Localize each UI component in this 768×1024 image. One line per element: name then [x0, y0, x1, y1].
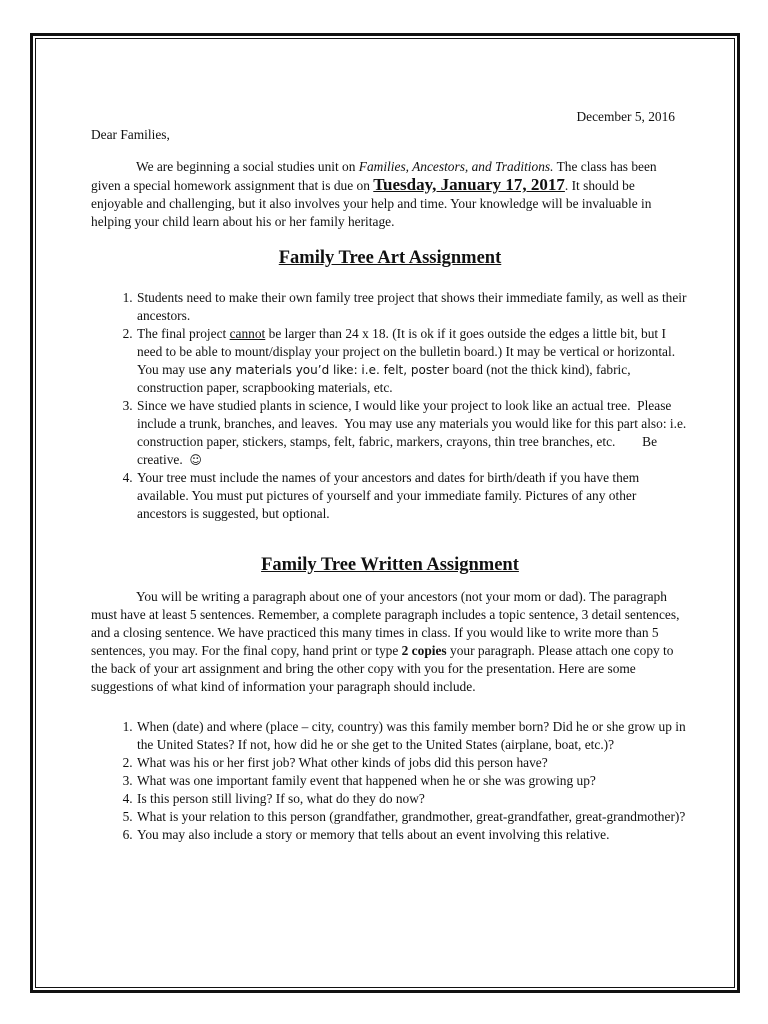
written-assignment-heading: Family Tree Written Assignment — [261, 555, 519, 575]
list-item: 4. Is this person still living? If so, what do they do now? — [136, 790, 689, 808]
list-item-text: be larger than 24 x 18. (It is ok if it goes outside the edges a little bit, but I need to be able to mount/display your project on the bulletin board.) It may be vertical or horizontal. You may use — [137, 326, 676, 377]
list-item: 2. What was his or her first job? What other kinds of jobs did this person have? — [136, 754, 689, 772]
list-item — [136, 397, 689, 469]
letter-date: December 5, 2016 — [576, 109, 675, 124]
art-assignment-heading: Family Tree Art Assignment — [278, 248, 502, 268]
list-item-text: any materials you’d like: i.e. felt, poster — [209, 363, 450, 377]
art-requirements-list — [91, 289, 689, 523]
list-item — [136, 289, 689, 325]
emphasis-cannot: cannot — [229, 326, 266, 341]
written-paragraph — [91, 588, 689, 696]
list-item-text: Since we have studied plants in science, I would like your project to look like an actual tree. Please include a trunk, branches, and leaves. You may use any materials you would like for this part also: i.e. construction paper, stickers, stamps, felt, fabric, markers, crayons, thin tree branches, etc. Be creative. — [137, 398, 690, 467]
intro-text-3: . It should be enjoyable and challenging, but it also involves your help and time. Your knowledge will be invaluable in helping your child learn about his or her family heritage. — [91, 178, 652, 229]
list-item-text: board (not the thick kind), fabric, construction paper, scrapbooking materials, etc. — [137, 362, 631, 395]
intro-text-1: We are beginning a social studies unit on — [136, 159, 359, 174]
letter-page — [91, 108, 689, 844]
smiley-icon: ☺ — [189, 453, 202, 467]
intro-text-2: The class has been given a special homework assignment that is due on — [91, 159, 657, 193]
unit-name: Families, Ancestors, and Traditions. — [358, 159, 554, 174]
list-item-text: Your tree must include the names of your ancestors and dates for birth/death if you have them available. You must put pictures of yourself and your immediate family. Pictures of any other ancestors is suggested, but optional. — [137, 470, 640, 521]
written-text-2: your paragraph. Please attach one copy to the back of your art assignment and bring the other copy with you for the presentation. Here are some suggestions of what kind of information your paragraph should include. — [91, 643, 674, 694]
list-item: 6. You may also include a story or memory that tells about an event involving this relative. — [136, 826, 689, 844]
list-item-text: The final project — [137, 326, 230, 341]
intro-paragraph — [91, 158, 689, 231]
list-item — [136, 469, 689, 523]
greeting: Dear Families, — [91, 127, 170, 142]
list-item — [136, 325, 689, 397]
list-item: 5. What is your relation to this person (grandfather, grandmother, great-grandfather, great-grandmother)? — [136, 808, 689, 826]
two-copies-emphasis: 2 copies — [401, 643, 447, 658]
question-list — [91, 718, 689, 844]
list-item: 1. When (date) and where (place – city, country) was this family member born? Did he or she grow up in the United States? If not, how did he or she get to the United States (airplane, boat, etc.)? — [136, 718, 689, 754]
due-date: Tuesday, January 17, 2017 — [373, 175, 565, 194]
written-text-1: You will be writing a paragraph about one of your ancestors (not your mom or dad). The paragraph must have at least 5 sentences. Remember, a complete paragraph includes a topic sentence, 3 detail sentences, and a closing sentence. We have practiced this many times in class. If you would like to write more than 5 sentences, you may. For the final copy, hand print or type — [91, 589, 680, 658]
list-item: 3. What was one important family event that happened when he or she was growing up? — [136, 772, 689, 790]
list-item-text: Students need to make their own family tree project that shows their immediate family, as well as their ancestors. — [137, 290, 687, 323]
